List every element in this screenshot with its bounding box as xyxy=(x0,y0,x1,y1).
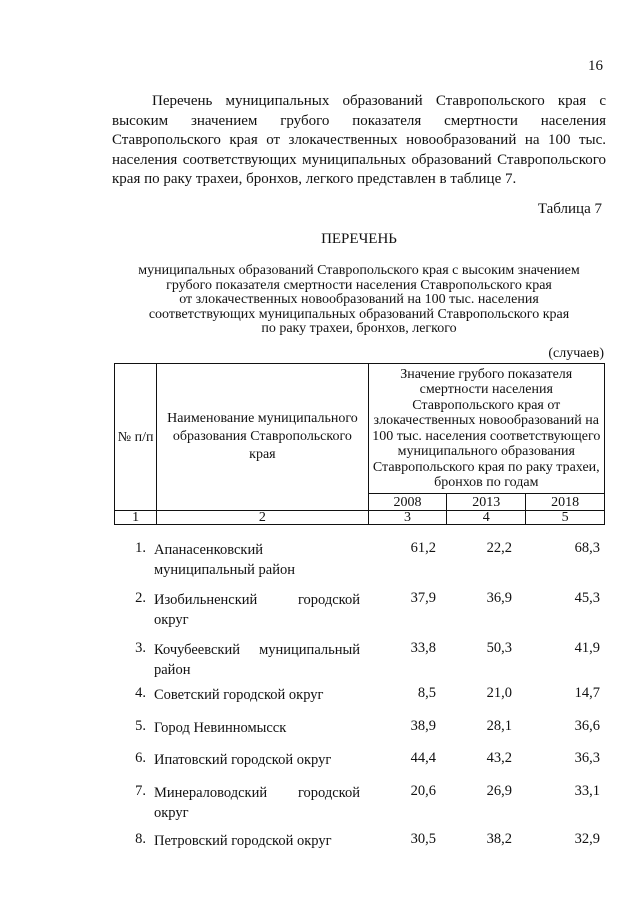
row-name: Ипатовский городской округ xyxy=(154,752,332,768)
row-value-2018: 68,3 xyxy=(574,540,600,556)
list-subtitle-line: грубого показателя смертности населения Ставропольского края xyxy=(166,277,552,293)
row-value-2018: 33,1 xyxy=(574,783,600,799)
list-subtitle-line: соответствующих муниципальных образований Ставропольского края xyxy=(148,306,570,322)
row-name: Петровский городской округ xyxy=(154,833,332,849)
row-name: Минераловодский городской округ xyxy=(154,785,360,821)
row-value-2018: 45,3 xyxy=(574,590,600,606)
header-year: 2018 xyxy=(526,494,605,511)
row-number: 1. xyxy=(135,540,146,556)
row-value-2008: 38,9 xyxy=(410,718,436,734)
list-subtitle xyxy=(112,264,606,337)
table-row xyxy=(114,540,605,580)
row-name: Советский городской округ xyxy=(154,687,324,703)
unit-note: (случаев) xyxy=(548,346,604,361)
page-number: 16 xyxy=(588,58,603,74)
list-title: ПЕРЕЧЕНЬ xyxy=(321,231,397,247)
row-number: 4. xyxy=(135,685,146,701)
row-value-2008: 8,5 xyxy=(417,685,436,701)
row-name: Город Невинномысск xyxy=(154,720,287,736)
row-value-2013: 36,9 xyxy=(486,590,512,606)
table-row xyxy=(114,640,605,680)
row-value-2008: 61,2 xyxy=(410,540,436,556)
row-value-2008: 30,5 xyxy=(410,831,436,847)
row-value-2008: 44,4 xyxy=(410,750,436,766)
row-name: Кочубеевский муниципальный район xyxy=(154,642,360,678)
row-value-2013: 21,0 xyxy=(486,685,512,701)
header-name: Наименование муниципального образования Ставропольского края xyxy=(157,364,368,511)
header-index: 5 xyxy=(526,511,605,525)
intro-paragraph: Перечень муниципальных образований Ставропольского края с высоким значением грубого показателя смертности населения Ставропольского края от злокачественных новообразований на 100 тыс. населения соответствующих муниципальных образований Ставропольского края по раку трахеи, бронхов, легкого представлен в таблице 7. xyxy=(112,93,606,187)
header-num: № п/п xyxy=(115,364,157,511)
row-value-2018: 14,7 xyxy=(574,685,600,701)
row-value-2018: 36,3 xyxy=(574,750,600,766)
header-index: 3 xyxy=(368,511,447,525)
list-subtitle-line: от злокачественных новообразований на 100 тыс. населения xyxy=(179,292,539,307)
row-number: 5. xyxy=(135,718,146,734)
row-value-2013: 43,2 xyxy=(486,750,512,766)
row-value-2013: 26,9 xyxy=(486,783,512,799)
table-row xyxy=(114,783,605,823)
row-value-2008: 33,8 xyxy=(410,640,436,656)
header-year: 2008 xyxy=(368,494,447,511)
table-row xyxy=(114,590,605,630)
row-number: 2. xyxy=(135,590,146,606)
table-label: Таблица 7 xyxy=(537,201,602,217)
header-index: 2 xyxy=(157,511,368,525)
row-number: 8. xyxy=(135,831,146,847)
row-name: Апанасенковский муниципальный район xyxy=(154,542,295,578)
row-value-2013: 28,1 xyxy=(486,718,512,734)
row-name: Изобильненский городской округ xyxy=(154,592,360,628)
header-index: 1 xyxy=(115,511,157,525)
table-row xyxy=(114,831,605,871)
row-value-2018: 41,9 xyxy=(574,640,600,656)
row-value-2018: 32,9 xyxy=(574,831,600,847)
row-value-2013: 38,2 xyxy=(486,831,512,847)
row-number: 7. xyxy=(135,783,146,799)
list-subtitle-line: муниципальных образований Ставропольского края с высоким значением xyxy=(138,263,580,278)
header-index: 4 xyxy=(447,511,526,525)
header-value-description: Значение грубого показателя смертности населения Ставропольского края от злокачественных новообразований на 100 тыс. населения соответствующего муниципального образования Ставропольского края по раку трахеи, бронхов по годам xyxy=(368,364,604,494)
list-subtitle-line: по раку трахеи, бронхов, легкого xyxy=(261,321,457,336)
row-value-2018: 36,6 xyxy=(574,718,600,734)
row-number: 3. xyxy=(135,640,146,656)
row-number: 6. xyxy=(135,750,146,766)
row-value-2013: 22,2 xyxy=(486,540,512,556)
table-header xyxy=(114,363,605,525)
row-value-2008: 20,6 xyxy=(410,783,436,799)
header-year: 2013 xyxy=(447,494,526,511)
row-value-2013: 50,3 xyxy=(486,640,512,656)
row-value-2008: 37,9 xyxy=(410,590,436,606)
